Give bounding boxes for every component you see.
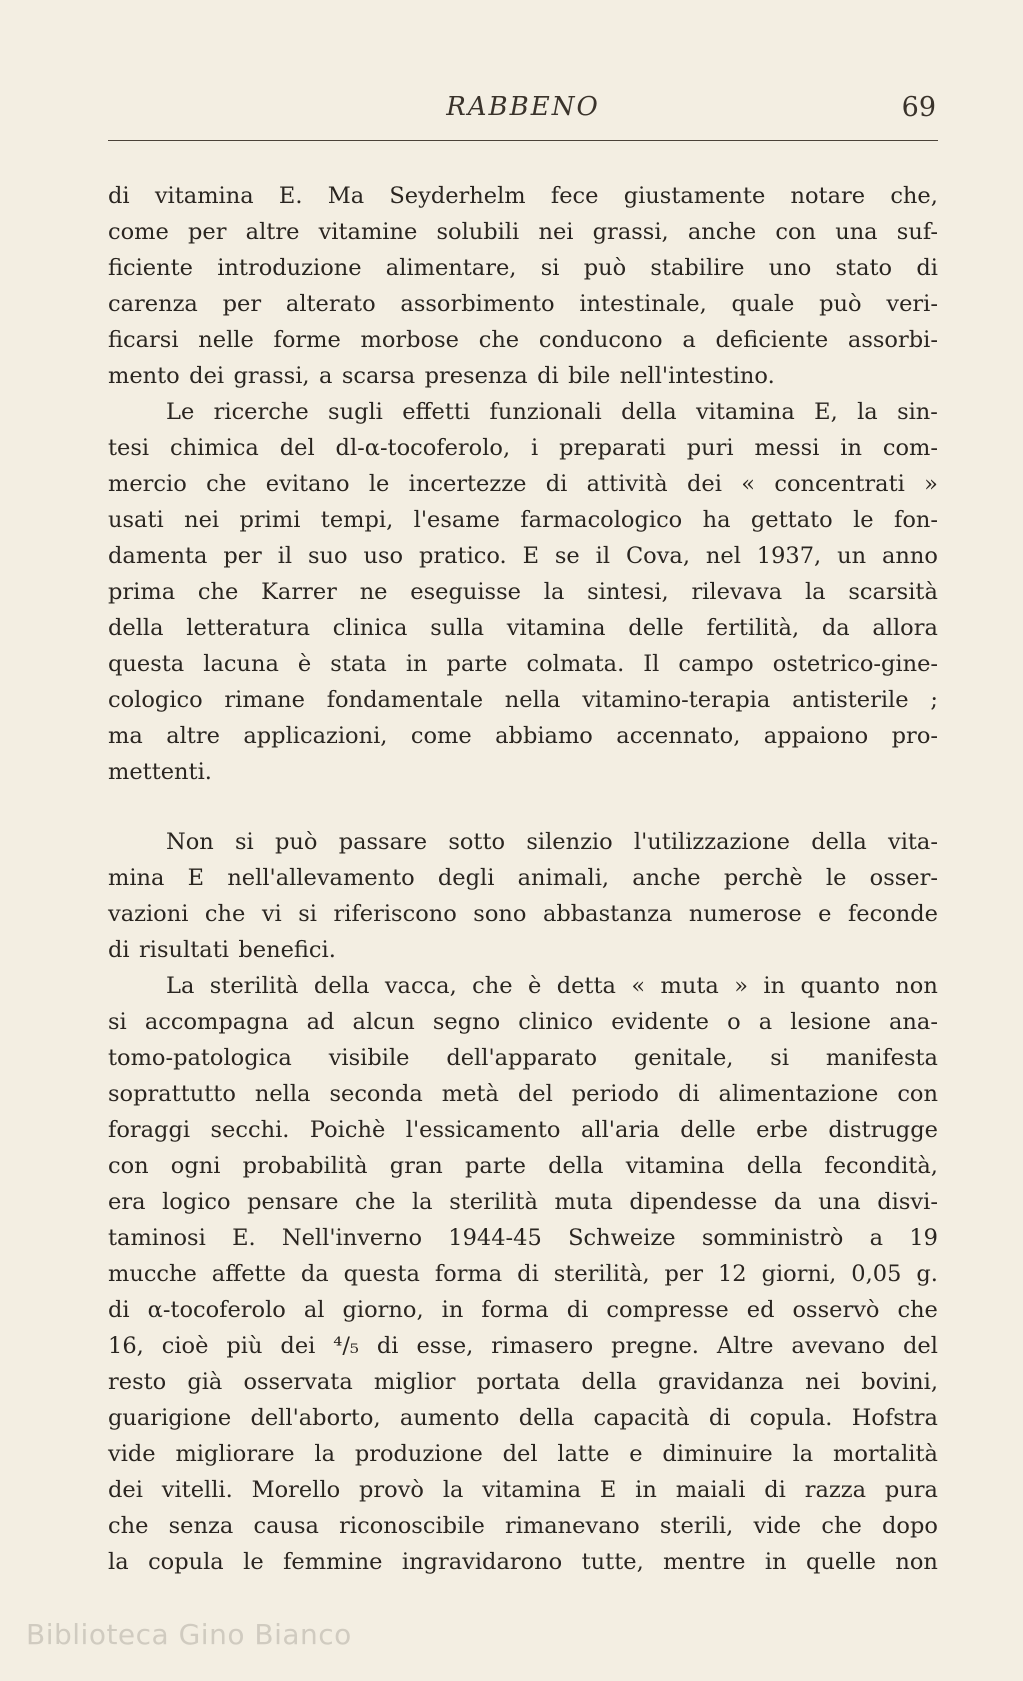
text-line: ma altre applicazioni, come abbiamo accennato, appaiono pro- (108, 723, 938, 749)
paragraph-gap (108, 790, 938, 824)
text-line: la copula le femmine ingravidarono tutte, mentre in quelle non (108, 1549, 938, 1575)
text-line: come per altre vitamine solubili nei grassi, anche con una suf- (108, 219, 938, 245)
text-line: di α-tocoferolo al giorno, in forma di compresse ed osservò che (108, 1297, 938, 1323)
text-line: ficarsi nelle forme morbose che conducono a deficiente assorbi- (108, 327, 938, 353)
text-line: resto già osservata miglior portata della gravidanza nei bovini, (108, 1369, 938, 1395)
paragraph (108, 394, 938, 790)
running-title: RABBENO (446, 92, 600, 122)
text-line: ficiente introduzione alimentare, si può stabilire uno stato di (108, 255, 938, 281)
header-rule (108, 140, 938, 141)
paragraph (108, 824, 938, 968)
text-line: si accompagna ad alcun segno clinico evidente o a lesione ana- (108, 1009, 938, 1035)
text-line: dei vitelli. Morello provò la vitamina E in maiali di razza pura (108, 1477, 938, 1503)
running-header (108, 92, 938, 132)
text-line: di risultati benefici. (108, 937, 336, 963)
text-line: foraggi secchi. Poichè l'essicamento all'aria delle erbe distrugge (108, 1117, 938, 1143)
text-line: La sterilità della vacca, che è detta « muta » in quanto non (166, 973, 938, 999)
text-line: tesi chimica del dl-α-tocoferolo, i preparati puri messi in com- (108, 435, 938, 461)
text-line: usati nei primi tempi, l'esame farmacologico ha gettato le fon- (108, 507, 938, 533)
body-text (108, 178, 938, 1580)
paragraph (108, 968, 938, 1580)
text-line: carenza per alterato assorbimento intestinale, quale può veri- (108, 291, 938, 317)
text-line: mina E nell'allevamento degli animali, anche perchè le osser- (108, 865, 938, 891)
text-line: con ogni probabilità gran parte della vitamina della fecondità, (108, 1153, 938, 1179)
text-line: damenta per il suo uso pratico. E se il Cova, nel 1937, un anno (108, 543, 938, 569)
library-watermark: Biblioteca Gino Bianco (26, 1618, 352, 1651)
text-line: soprattutto nella seconda metà del periodo di alimentazione con (108, 1081, 938, 1107)
text-line: prima che Karrer ne eseguisse la sintesi, rilevava la scarsità (108, 579, 938, 605)
text-line: vazioni che vi si riferiscono sono abbastanza numerose e feconde (108, 901, 938, 927)
text-line: era logico pensare che la sterilità muta dipendesse da una disvi- (108, 1189, 938, 1215)
text-line: mercio che evitano le incertezze di attività dei « concentrati » (108, 471, 938, 497)
text-line: taminosi E. Nell'inverno 1944-45 Schweize somministrò a 19 (108, 1225, 938, 1251)
text-line: mettenti. (108, 759, 212, 785)
text-line: di vitamina E. Ma Seyderhelm fece giustamente notare che, (108, 183, 938, 209)
text-line: guarigione dell'aborto, aumento della capacità di copula. Hofstra (108, 1405, 938, 1431)
text-line: della letteratura clinica sulla vitamina delle fertilità, da allora (108, 615, 938, 641)
text-line: Non si può passare sotto silenzio l'utilizzazione della vita- (166, 829, 938, 855)
text-line: 16, cioè più dei ⁴/₅ di esse, rimasero pregne. Altre avevano del (108, 1333, 938, 1359)
text-line: vide migliorare la produzione del latte e diminuire la mortalità (108, 1441, 938, 1467)
text-line: tomo-patologica visibile dell'apparato genitale, si manifesta (108, 1045, 938, 1071)
text-line: mento dei grassi, a scarsa presenza di bile nell'intestino. (108, 363, 775, 389)
text-line: che senza causa riconoscibile rimanevano sterili, vide che dopo (108, 1513, 938, 1539)
text-line: questa lacuna è stata in parte colmata. Il campo ostetrico-gine- (108, 651, 938, 677)
text-line: Le ricerche sugli effetti funzionali della vitamina E, la sin- (166, 399, 938, 425)
page-number: 69 (901, 92, 936, 123)
text-line: mucche affette da questa forma di sterilità, per 12 giorni, 0,05 g. (108, 1261, 938, 1287)
text-line: cologico rimane fondamentale nella vitamino-terapia antisterile ; (108, 687, 938, 713)
paragraph (108, 178, 938, 394)
